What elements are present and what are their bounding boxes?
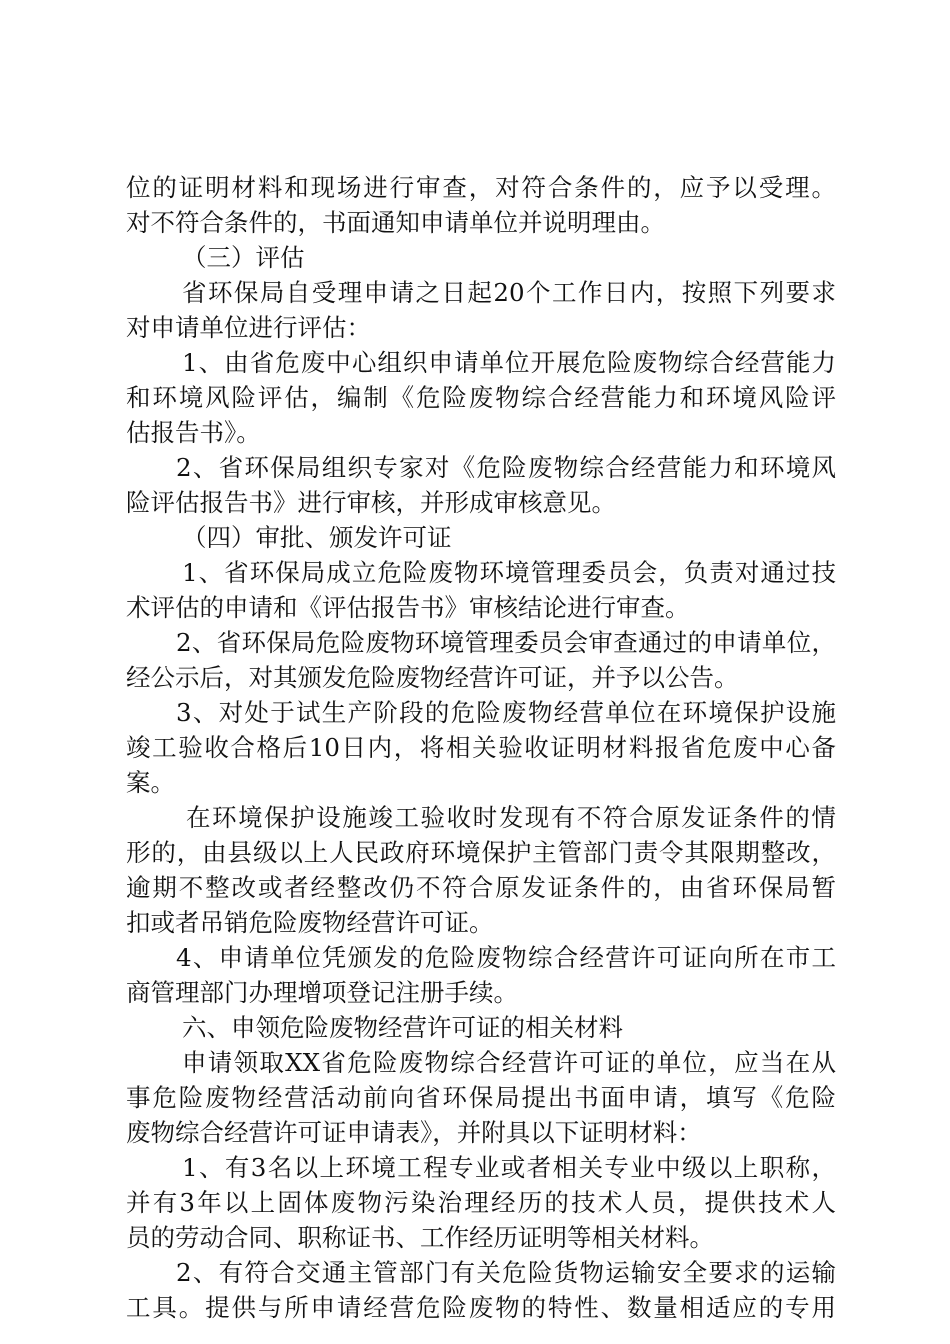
text-line: 2、省环保局组织专家对《危险废物综合经营能力和环境风	[176, 453, 836, 482]
section-heading: （四）审批、颁发许可证	[182, 523, 452, 552]
text-line: 2、省环保局危险废物环境管理委员会审查通过的申请单位，	[176, 628, 836, 657]
text-line: 经公示后，对其颁发危险废物经营许可证，并予以公告。	[126, 663, 739, 692]
section-heading: （三）评估	[182, 243, 305, 272]
text-line: 工具。提供与所申请经营危险废物的特性、数量相适应的专用	[126, 1293, 836, 1322]
section-heading: 六、申领危险废物经营许可证的相关材料	[182, 1013, 623, 1042]
text-line: 对申请单位进行评估：	[126, 313, 371, 342]
text-line: 在环境保护设施竣工验收时发现有不符合原发证条件的情	[186, 803, 836, 832]
text-line: 商管理部门办理增项登记注册手续。	[126, 978, 518, 1007]
text-line: 对不符合条件的，书面通知申请单位并说明理由。	[126, 208, 665, 237]
text-line: 并有3年以上固体废物污染治理经历的技术人员，提供技术人	[126, 1188, 836, 1217]
text-line: 形的，由县级以上人民政府环境保护主管部门责令其限期整改，	[126, 838, 836, 867]
text-line: 估报告书》。	[126, 418, 261, 447]
text-line: 逾期不整改或者经整改仍不符合原发证条件的，由省环保局暂	[126, 873, 836, 902]
text-line: 废物综合经营许可证申请表》，并附具以下证明材料：	[126, 1118, 702, 1147]
text-line: 1、有3名以上环境工程专业或者相关专业中级以上职称，	[182, 1153, 836, 1182]
text-line: 4、申请单位凭颁发的危险废物综合经营许可证向所在市工	[176, 943, 836, 972]
text-line: 员的劳动合同、职称证书、工作经历证明等相关材料。	[126, 1223, 714, 1252]
text-line: 术评估的申请和《评估报告书》审核结论进行审查。	[126, 593, 690, 622]
text-line: 3、对处于试生产阶段的危险废物经营单位在环境保护设施	[176, 698, 836, 727]
text-line: 1、由省危废中心组织申请单位开展危险废物综合经营能力	[182, 348, 836, 377]
text-line: 竣工验收合格后10日内，将相关验收证明材料报省危废中心备	[126, 733, 836, 762]
document-body	[126, 170, 836, 1325]
text-line: 事危险废物经营活动前向省环保局提出书面申请，填写《危险	[126, 1083, 836, 1112]
text-line: 险评估报告书》进行审核，并形成审核意见。	[126, 488, 616, 517]
text-line: 案。	[126, 768, 175, 797]
text-line: 2、有符合交通主管部门有关危险货物运输安全要求的运输	[176, 1258, 836, 1287]
text-line: 省环保局自受理申请之日起20个工作日内，按照下列要求	[182, 278, 836, 307]
text-line: 扣或者吊销危险废物经营许可证。	[126, 908, 494, 937]
text-line: 1、省环保局成立危险废物环境管理委员会，负责对通过技	[182, 558, 836, 587]
text-line: 位的证明材料和现场进行审查，对符合条件的，应予以受理。	[126, 173, 836, 202]
text-line: 申请领取XX省危险废物综合经营许可证的单位，应当在从	[182, 1048, 836, 1077]
text-line: 和环境风险评估，编制《危险废物综合经营能力和环境风险评	[126, 383, 836, 412]
